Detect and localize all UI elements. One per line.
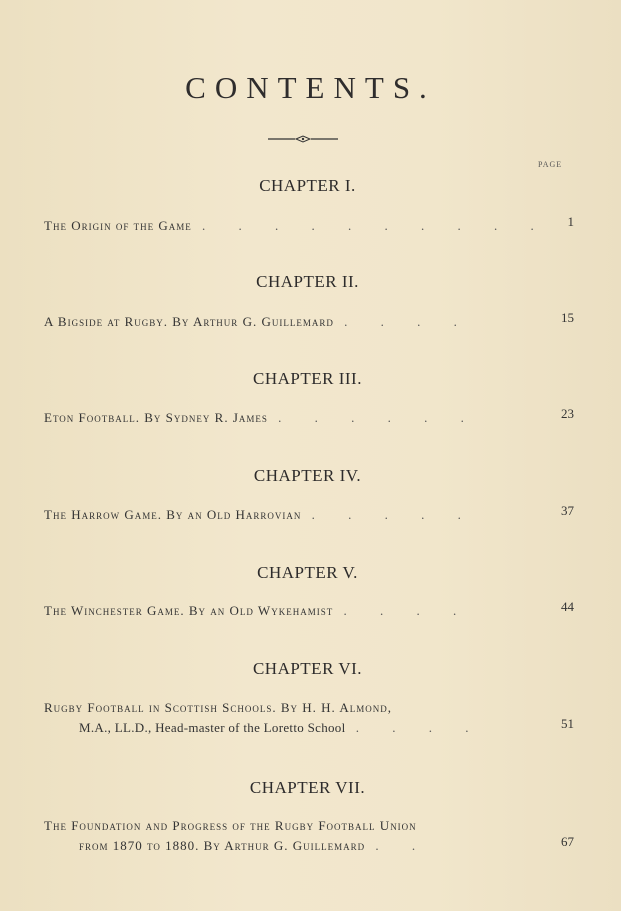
toc-entry (44, 310, 574, 334)
toc-line (44, 818, 574, 838)
page-number: 23 (561, 406, 574, 421)
toc-entry (44, 214, 574, 238)
toc-entry (44, 818, 574, 858)
entry-title: Rugby Football in Scottish Schools. By H. H. Almond, (44, 700, 392, 715)
leader-dots: . . . . . (311, 507, 476, 522)
page-number: 51 (561, 716, 574, 731)
entry-title: The Foundation and Progress of the Rugby Football Union (44, 818, 417, 833)
entry-title-continued: M.A., LL.D., Head-master of the Loretto School (79, 720, 346, 735)
toc-entry (44, 406, 574, 430)
toc-line (44, 406, 574, 430)
leader-dots: . . . . (344, 314, 472, 329)
page-number: 44 (561, 599, 574, 614)
chapter-heading: CHAPTER V. (257, 563, 358, 582)
page-number: 1 (567, 214, 574, 229)
toc-line (44, 310, 574, 334)
chapter-heading: CHAPTER III. (253, 369, 362, 388)
leader-dots: . . . . (355, 720, 484, 735)
chapter-heading: CHAPTER I. (259, 176, 356, 195)
toc-entry (44, 599, 574, 623)
leader-dots: . . . . (343, 603, 472, 618)
leader-dots: . . . . . . . . . . (201, 218, 549, 233)
divider-ornament-icon (268, 134, 338, 144)
toc-line (44, 599, 574, 623)
chapter-heading: CHAPTER VI. (252, 659, 363, 678)
page-number: 37 (561, 503, 574, 518)
page-number: 15 (561, 310, 574, 325)
entry-title: A Bigside at Rugby. By Arthur G. Guillemard (44, 314, 334, 329)
toc-entry (44, 700, 574, 740)
entry-title: The Origin of the Game (44, 218, 192, 233)
leader-dots: . . (375, 838, 431, 853)
entry-title: The Harrow Game. By an Old Harrovian (44, 507, 302, 522)
chapter-heading: CHAPTER VII. (249, 778, 366, 797)
leader-dots: . . . . . . (278, 410, 479, 425)
page-number: 67 (561, 834, 574, 849)
page-column-label: PAGE (538, 160, 563, 169)
page-title: CONTENTS. (185, 70, 436, 105)
toc-entry (44, 503, 574, 527)
chapter-heading: CHAPTER II. (256, 272, 359, 291)
entry-title: Eton Football. By Sydney R. James (44, 410, 268, 425)
entry-title-continued: from 1870 to 1880. By Arthur G. Guillemard (79, 838, 366, 853)
chapter-heading: CHAPTER IV. (253, 466, 362, 485)
toc-line (44, 214, 574, 238)
toc-line (44, 834, 574, 858)
toc-line (44, 716, 574, 740)
toc-line (44, 700, 574, 720)
entry-title: The Winchester Game. By an Old Wykehamist (44, 603, 334, 618)
toc-line (44, 503, 574, 527)
